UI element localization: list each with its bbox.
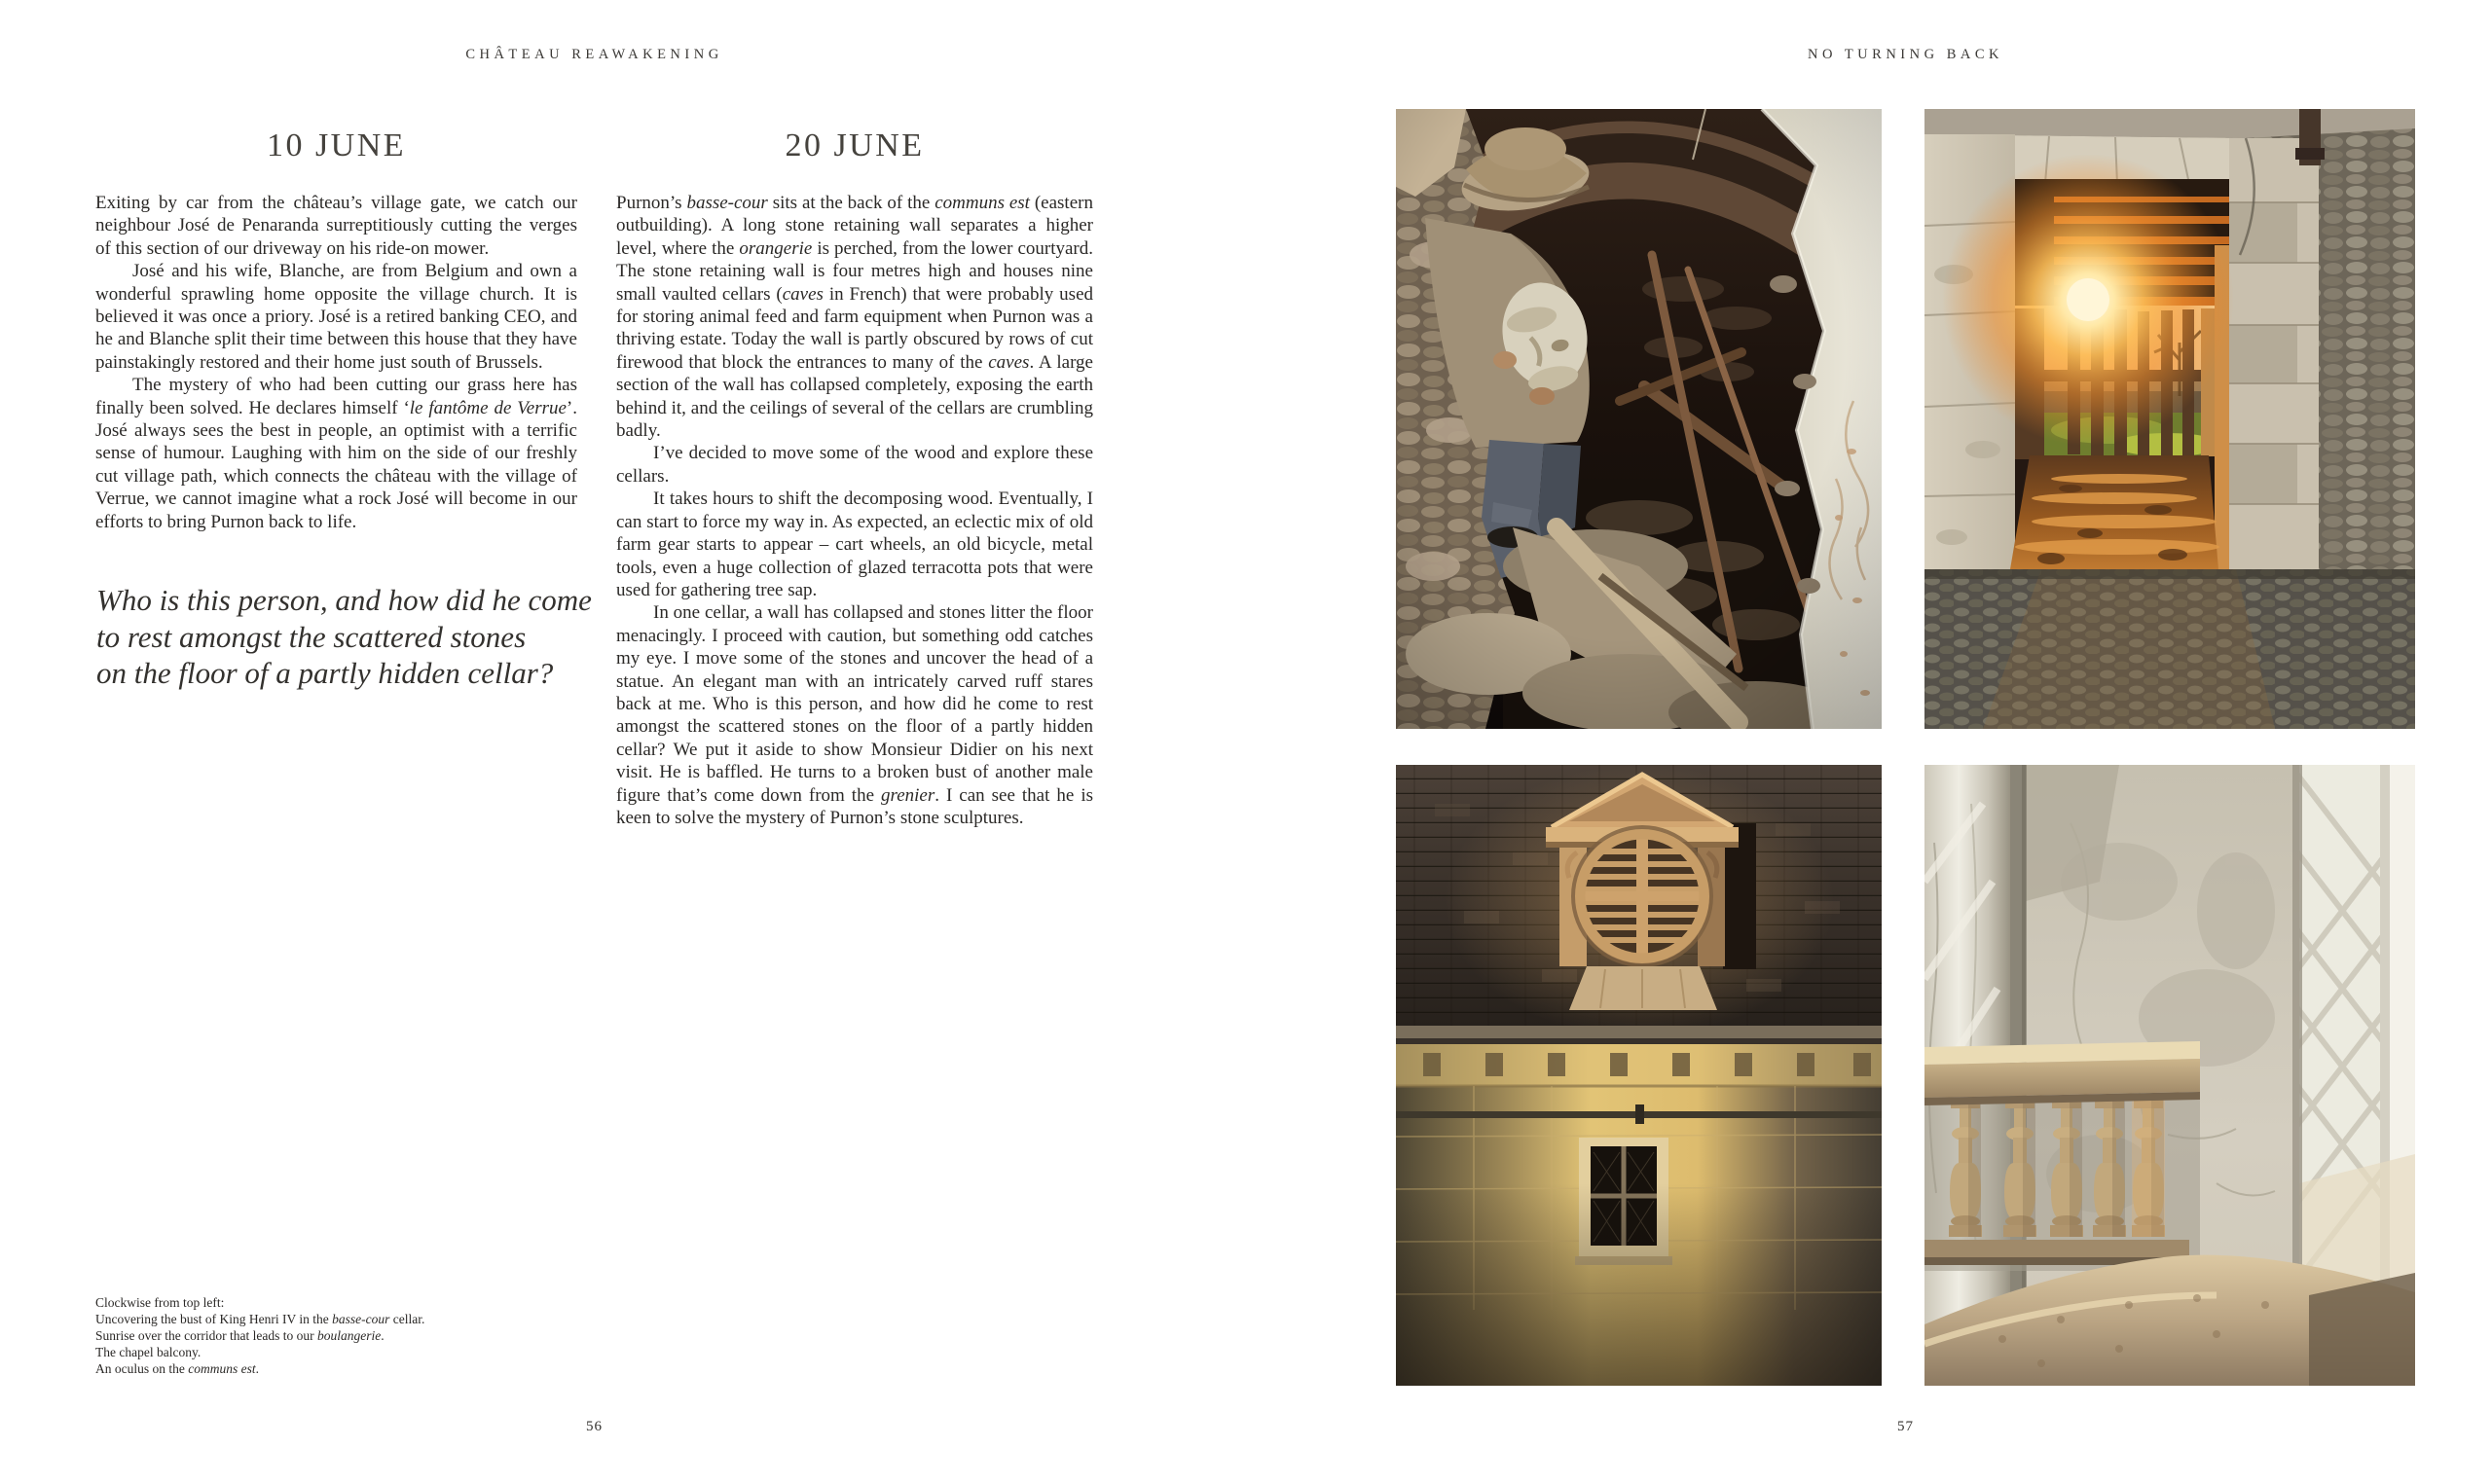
- entry-heading-20-june: 20 JUNE: [785, 127, 925, 163]
- paragraph: Purnon’s basse-cour sits at the back of the communs est (eastern outbuilding). A long stone retaining wall separates a higher level, where the orangerie is perched, from the lower courtyard. The stone retaining wall is four metres high and houses nine small vaulted cellars (caves in French) that were probably used for storing animal feed and farm equipment when Purnon was a thriving estate. Today the wall is partly obscured by rows of cut firewood that block the entrances to many of the caves. A large section of the wall has collapsed completely, exposing the earth behind it, and the ceilings of several of the cellars are crumbling badly.: [616, 193, 1093, 442]
- photo-chapel-balcony: [1924, 765, 2415, 1386]
- paragraph: Exiting by car from the château’s village gate, we catch our neighbour José de Penaranda surreptitiously cutting the verges of this section of our driveway on his ride-on mower.: [95, 193, 577, 259]
- photo-bust-cellar-illustration: [1396, 109, 1882, 729]
- pull-quote: [96, 582, 622, 692]
- photo-sunrise-corridor: [1924, 109, 2415, 729]
- caption-line: Clockwise from top left:: [95, 1295, 225, 1310]
- caption-line: The chapel balcony.: [95, 1345, 202, 1359]
- caption-line: Uncovering the bust of King Henri IV in the basse-cour cellar.: [95, 1312, 425, 1326]
- pull-quote-line: on the floor of a partly hidden cellar?: [96, 656, 554, 690]
- paragraph: It takes hours to shift the decomposing wood. Eventually, I can start to force my way in. As expected, an eclectic mix of old farm gear starts to appear – cart wheels, an old bicycle, metal tools, even a huge collection of glazed terracotta pots that were used for gathering tree sap.: [616, 489, 1093, 600]
- photo-bust-cellar: [1396, 109, 1882, 729]
- photo-oculus-illustration: [1396, 765, 1882, 1386]
- running-header-left: CHÂTEAU REAWAKENING: [465, 47, 723, 62]
- pull-quote-line: Who is this person, and how did he come: [96, 583, 592, 617]
- photo-caption: [95, 1294, 543, 1377]
- page-number-left: 56: [586, 1419, 603, 1434]
- diary-column-1: [95, 127, 577, 533]
- caption-line: Sunrise over the corridor that leads to our boulangerie.: [95, 1328, 385, 1343]
- caption-line: An oculus on the communs est.: [95, 1361, 259, 1376]
- diary-column-2: [616, 127, 1093, 829]
- pull-quote-line: to rest amongst the scattered stones: [96, 619, 527, 654]
- photo-oculus: [1396, 765, 1882, 1386]
- paragraph: I’ve decided to move some of the wood and explore these cellars.: [616, 443, 1093, 487]
- paragraph: José and his wife, Blanche, are from Belgium and own a wonderful sprawling home opposite the village church. It is believed it was once a priory. José is a retired banking CEO, and he and Blanche split their time between this house that they have painstakingly restored and their home just south of Brussels.: [95, 261, 577, 373]
- entry-heading-10-june: 10 JUNE: [266, 127, 407, 163]
- running-header-right: NO TURNING BACK: [1808, 47, 2003, 62]
- paragraph: The mystery of who had been cutting our grass here has finally been solved. He declares himself ‘le fantôme de Verrue’. José always sees the best in people, an optimist with a terrific sense of humour. Laughing with him on the side of our freshly cut village path, which connects the château with the village of Verrue, we cannot imagine what a rock José will become in our efforts to bring Purnon back to life.: [95, 375, 577, 532]
- paragraph: In one cellar, a wall has collapsed and stones litter the floor menacingly. I proceed with caution, but something odd catches my eye. I move some of the stones and uncover the head of a statue. An elegant man with an intricately carved ruff stares back at me. Who is this person, and how did he come to rest amongst the scattered stones on the floor of a partly hidden cellar? We put it aside to show Monsieur Didier on his next visit. He is baffled. He turns to a broken bust of another male figure that’s come down from the grenier. I can see that he is keen to solve the mystery of Purnon’s stone sculptures.: [616, 602, 1093, 828]
- photo-sunrise-corridor-illustration: [1924, 109, 2415, 729]
- photo-chapel-balcony-illustration: [1924, 765, 2415, 1386]
- page-number-right: 57: [1897, 1419, 1914, 1434]
